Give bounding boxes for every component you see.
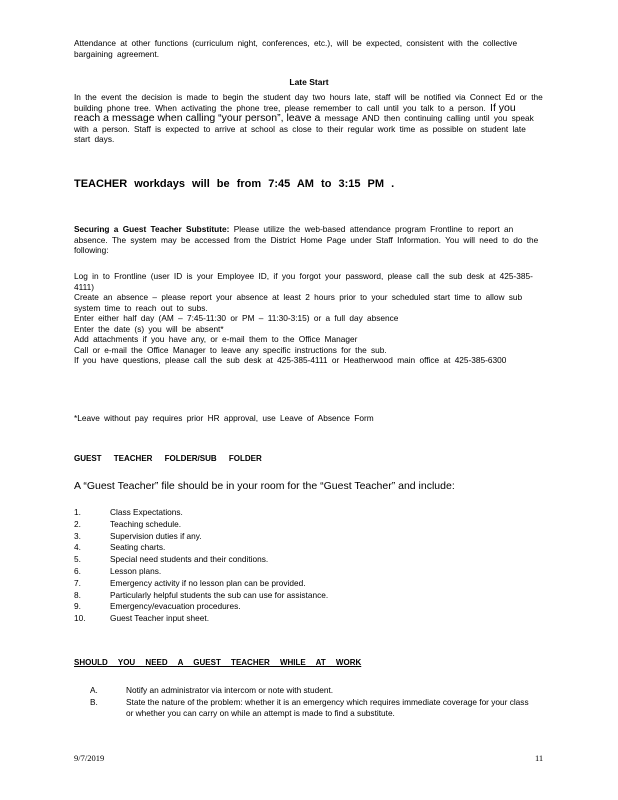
late-start-text-b: message AND then continuing calling until you speak with a person. Staff is expected to arrive at school as close to their regular work time as possible on student late start days.: [74, 113, 539, 144]
list-item: 3. Supervision duties if any.: [74, 530, 202, 541]
list-item: 2. Teaching schedule.: [74, 518, 182, 529]
should-need-heading: SHOULD YOU NEED A GUEST TEACHER WHILE AT WORK: [74, 658, 362, 667]
step-enter-dates: Enter the date (s) you will be absent*: [74, 323, 224, 334]
should-need-list: [90, 685, 530, 720]
securing-substitute-paragraph: [74, 224, 544, 256]
teacher-workdays-heading: TEACHER workdays will be from 7:45 AM to 3:15 PM .: [74, 178, 395, 190]
securing-substitute-intro: Please utilize the web-based attendance program Frontline to report an absence. The system may be accessed from the District Home Page under Staff Information. You will need to do the following:: [74, 224, 543, 255]
list-item: 10. Guest Teacher input sheet.: [74, 613, 210, 624]
list-item: 5. Special need students and their conditions.: [74, 554, 269, 565]
step-call-office: Call or e-mail the Office Manager to leave any specific instructions for the sub.: [74, 344, 387, 355]
list-item: 7. Emergency activity if no lesson plan can be provided.: [74, 577, 306, 588]
list-item: A. Notify an administrator via intercom or note with student.: [90, 685, 334, 695]
step-login: Log in to Frontline (user ID is your Employee ID, if you forgot your password, please call the sub desk at 425-385-4111): [74, 271, 533, 292]
page-number: 11: [535, 753, 544, 763]
step-create-absence: Create an absence – please report your absence at least 2 hours prior to your scheduled start time to allow sub system time to reach out to subs.: [74, 292, 527, 313]
step-half-day: Enter either half day (AM – 7:45-11:30 or PM – 11:30-3:15) or a full day absence: [74, 313, 399, 323]
attendance-paragraph: Attendance at other functions (curriculum night, conferences, etc.), will be expected, consistent with the collective bargaining agreement.: [74, 38, 522, 59]
substitute-steps: [74, 271, 544, 366]
late-start-paragraph: [74, 92, 548, 145]
late-start-emphasis: If you reach a message when calling “your person”, leave a: [74, 101, 519, 124]
list-item: 6. Lesson plans.: [74, 565, 162, 576]
list-item: 4. Seating charts.: [74, 542, 166, 553]
late-start-heading: Late Start: [289, 77, 329, 87]
list-item: B. State the nature of the problem: whether it is an emergency which requires immediate coverage for your class or whether you can carry on while an attempt is made to find a substitute.: [90, 697, 529, 718]
guest-folder-heading: GUEST TEACHER FOLDER/SUB FOLDER: [74, 454, 262, 463]
late-start-text-a: In the event the decision is made to begin the student day two hours late, staff will be notified via Connect Ed or the building phone tree. When activating the phone tree, please remember to call until you talk to a person.: [74, 92, 548, 113]
footer-date: 9/7/2019: [74, 753, 105, 763]
list-item: 9. Emergency/evacuation procedures.: [74, 601, 241, 612]
step-attachments: Add attachments if you have any, or e-mail them to the Office Manager: [74, 334, 358, 344]
guest-folder-list: [74, 507, 328, 625]
leave-note: *Leave without pay requires prior HR approval, use Leave of Absence Form: [74, 413, 374, 423]
securing-substitute-heading: Securing a Guest Teacher Substitute:: [74, 224, 230, 234]
guest-folder-intro: A “Guest Teacher” file should be in your room for the “Guest Teacher” and include:: [74, 480, 455, 492]
list-item: 8. Particularly helpful students the sub can use for assistance.: [74, 589, 329, 600]
step-questions: If you have questions, please call the sub desk at 425-385-4111 or Heatherwood main office at 425-385-6300: [74, 355, 507, 365]
list-item: 1. Class Expectations.: [74, 507, 183, 517]
